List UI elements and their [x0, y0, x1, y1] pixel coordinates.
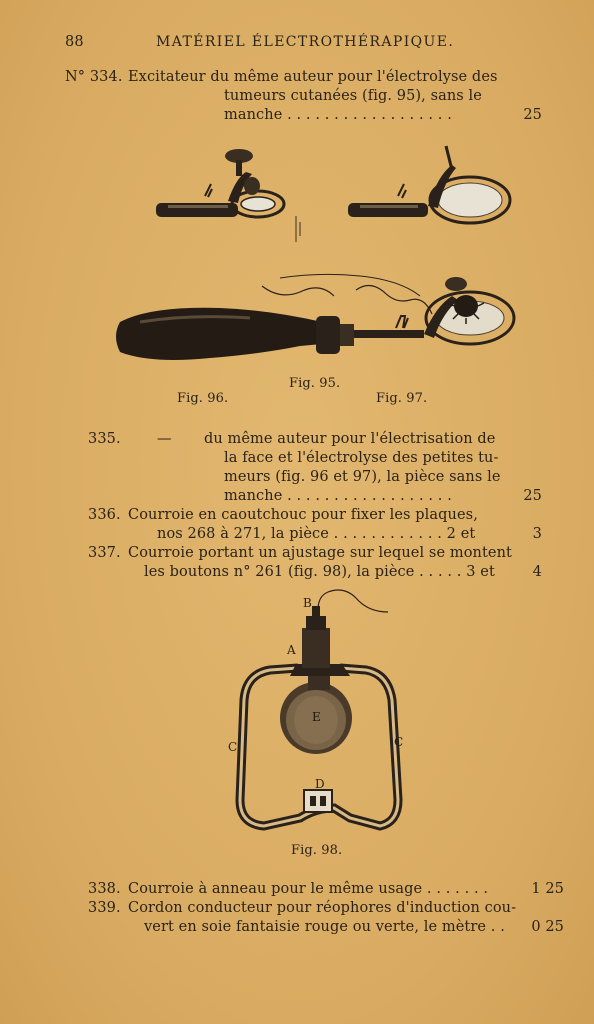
entry-price: 4	[532, 564, 542, 580]
fig98-caption: Fig. 98.	[291, 843, 343, 858]
entry-line: vert en soie fantaisie rouge ou verte, le mètre . .	[144, 919, 505, 935]
fig95-caption: Fig. 95.	[289, 376, 341, 391]
fig98-label-e: E	[312, 710, 321, 724]
entry-number: 339.	[88, 900, 121, 916]
fig98-label-d: D	[315, 777, 325, 791]
fig98-label-b: B	[303, 596, 312, 610]
page-number: 88	[65, 34, 84, 50]
entry-line: Courroie à anneau pour le même usage . . . . . . .	[128, 881, 489, 897]
entry-line: la face et l'électrolyse des petites tu-	[224, 450, 499, 466]
entry-line: tumeurs cutanées (fig. 95), sans le	[224, 88, 482, 104]
fig98-label-a: A	[287, 643, 296, 657]
entry-line: manche . . . . . . . . . . . . . . . . . .	[224, 107, 452, 123]
fig98-label-c-left: C	[228, 740, 238, 754]
entry-number: 336.	[88, 507, 121, 523]
ditto-dash: —	[157, 431, 172, 447]
entry-price: 1 25	[531, 881, 564, 897]
entry-number: 337.	[88, 545, 121, 561]
entry-number: N° 334.	[65, 69, 123, 85]
entry-line: manche . . . . . . . . . . . . . . . . . .	[224, 488, 452, 504]
fig98-label-c-right: C	[394, 735, 404, 749]
running-title: MATÉRIEL ÉLECTROTHÉRAPIQUE.	[156, 34, 455, 50]
entry-line: Cordon conducteur pour réophores d'induction cou-	[128, 900, 517, 916]
entry-line: Excitateur du même auteur pour l'électrolyse des	[128, 69, 498, 85]
entry-line: les boutons n° 261 (fig. 98), la pièce . . . . . 3 et	[144, 564, 495, 580]
fig96-caption: Fig. 96.	[177, 391, 229, 406]
entry-line: meurs (fig. 96 et 97), la pièce sans le	[224, 469, 501, 485]
entry-line: Courroie portant un ajustage sur lequel se montent	[128, 545, 512, 561]
entry-line: du même auteur pour l'électrisation de	[204, 431, 496, 447]
entry-line: nos 268 à 271, la pièce . . . . . . . . . . . . 2 et	[157, 526, 476, 542]
entry-price: 3	[532, 526, 542, 542]
entry-price: 25	[523, 107, 542, 123]
entry-line: Courroie en caoutchouc pour fixer les plaques,	[128, 507, 478, 523]
entry-number: 335.	[88, 431, 121, 447]
fig97-caption: Fig. 97.	[376, 391, 428, 406]
entry-price: 0 25	[531, 919, 564, 935]
entry-price: 25	[523, 488, 542, 504]
entry-number: 338.	[88, 881, 121, 897]
